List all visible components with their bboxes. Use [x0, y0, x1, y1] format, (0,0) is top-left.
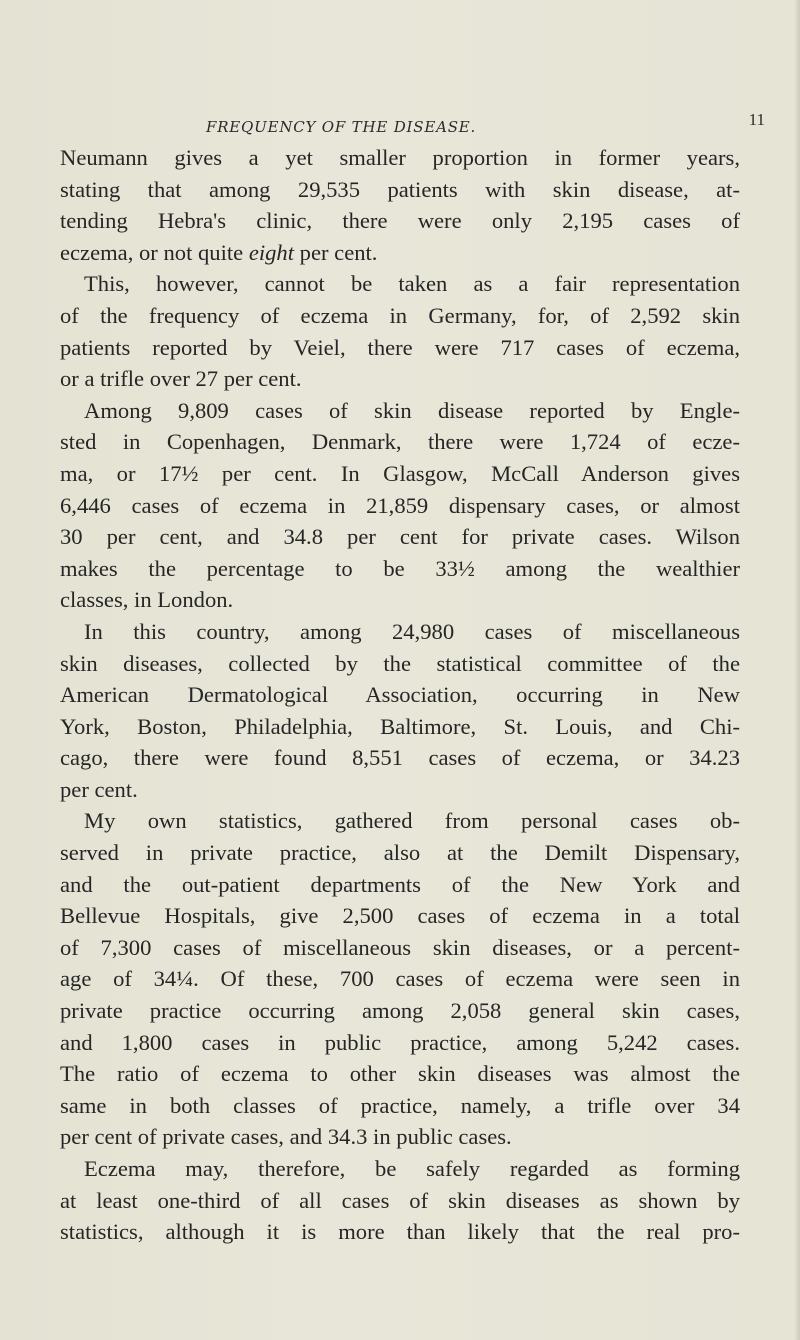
text-line: Among 9,809 cases of skin disease reported by Engle-: [84, 397, 740, 423]
text-line: Eczema may, therefore, be safely regarded as forming: [84, 1156, 740, 1181]
emphasis-text: eight: [248, 239, 295, 265]
text-line: The ratio of eczema to other skin diseases was almost the: [60, 1061, 740, 1087]
text-line: York, Boston, Philadelphia, Baltimore, St. Louis, and Chi-: [60, 713, 740, 739]
page-header: [60, 110, 765, 142]
text-line: private practice occurring among 2,058 general skin cases,: [60, 998, 740, 1024]
text-line: Neumann gives a yet smaller proportion in former years,: [60, 145, 740, 170]
text-line: cago, there were found 8,551 cases of eczema, or 34.23: [60, 745, 740, 771]
page-number: 11: [748, 110, 765, 129]
text-line: classes, in London.: [60, 587, 234, 613]
text-line: same in both classes of practice, namely, a trifle over 34: [60, 1092, 740, 1118]
text-line: This, however, cannot be taken as a fair representation: [84, 271, 740, 297]
text-line: statistics, although it is more than likely that the real pro-: [60, 1219, 740, 1245]
text-line: served in private practice, also at the Demilt Dispensary,: [60, 840, 740, 866]
text-line: at least one-third of all cases of skin diseases as shown by: [60, 1187, 740, 1213]
text-line: In this country, among 24,980 cases of miscellaneous: [84, 618, 740, 644]
text-line: eczema, or not quite eight per cent.: [60, 239, 378, 265]
text-line: of 7,300 cases of miscellaneous skin diseases, or a percent-: [60, 934, 740, 960]
text-line: 30 per cent, and 34.8 per cent for private cases. Wilson: [60, 524, 740, 550]
text-line: per cent of private cases, and 34.3 in public cases.: [60, 1124, 512, 1150]
text-line: makes the percentage to be 33½ among the wealthier: [60, 555, 740, 581]
text-line: tending Hebra's clinic, there were only 2,195 cases of: [60, 208, 740, 234]
text-line: 6,446 cases of eczema in 21,859 dispensary cases, or almost: [60, 492, 740, 518]
text-line: and 1,800 cases in public practice, among 5,242 cases.: [60, 1029, 740, 1055]
text-line: Bellevue Hospitals, give 2,500 cases of eczema in a total: [60, 903, 740, 929]
text-line: age of 34¼. Of these, 700 cases of eczema were seen in: [60, 966, 740, 992]
running-head: FREQUENCY OF THE DISEASE.: [206, 118, 477, 136]
text-line: skin diseases, collected by the statistical committee of the: [60, 650, 740, 676]
text-line: of the frequency of eczema in Germany, for, of 2,592 skin: [60, 302, 740, 328]
body-text: [60, 142, 740, 1248]
text-line: sted in Copenhagen, Denmark, there were 1,724 of ecze-: [60, 429, 740, 455]
text-line: ma, or 17½ per cent. In Glasgow, McCall Anderson gives: [60, 460, 740, 486]
page-edge-shadow: [794, 0, 800, 1340]
text-line: American Dermatological Association, occurring in New: [60, 682, 740, 708]
text-line: My own statistics, gathered from personal cases ob-: [84, 808, 740, 834]
text-line: or a trifle over 27 per cent.: [60, 366, 302, 392]
text-line: per cent.: [60, 776, 138, 802]
text-line: patients reported by Veiel, there were 717 cases of eczema,: [60, 334, 740, 360]
text-line: stating that among 29,535 patients with skin disease, at-: [60, 176, 740, 202]
text-line: and the out-patient departments of the New York and: [60, 871, 740, 897]
